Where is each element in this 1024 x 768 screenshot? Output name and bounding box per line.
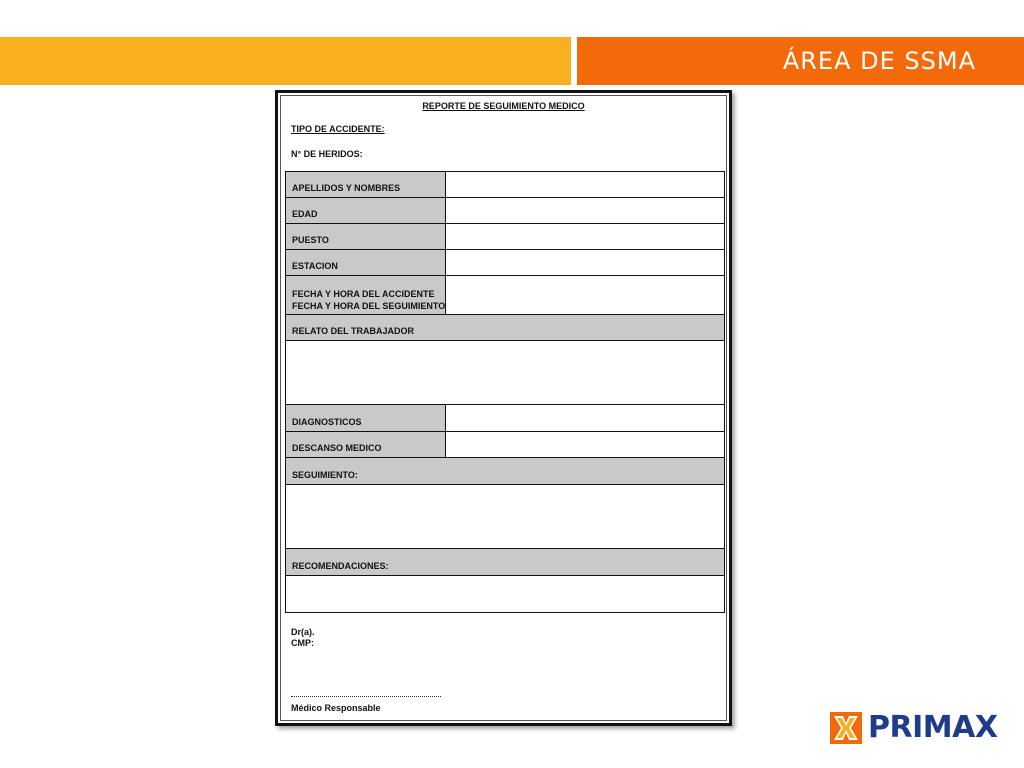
- form-frame: [280, 95, 727, 721]
- cmp-label: CMP:: [291, 638, 314, 648]
- injured-count-label: N° DE HERIDOS:: [291, 149, 363, 159]
- primax-x-icon: [830, 712, 862, 744]
- accident-type-label: TIPO DE ACCIDENTE:: [291, 124, 385, 134]
- seguimiento-label: SEGUIMIENTO:: [292, 470, 358, 480]
- medical-report-form: [275, 90, 732, 726]
- slide-title: ÁREA DE SSMA: [782, 47, 976, 75]
- form-title: REPORTE DE SEGUIMIENTO MEDICO: [422, 101, 585, 111]
- fechas-field[interactable]: [445, 275, 725, 315]
- estacion-label: ESTACION: [292, 261, 338, 271]
- responsible-doctor-label: Médico Responsable: [291, 703, 381, 713]
- relato-field[interactable]: [285, 340, 725, 405]
- puesto-label: PUESTO: [292, 235, 329, 245]
- row-puesto: [285, 223, 446, 250]
- row-diagnosticos: [285, 404, 446, 432]
- recomendaciones-label: RECOMENDACIONES:: [292, 561, 389, 571]
- edad-label: EDAD: [292, 209, 318, 219]
- row-edad: [285, 197, 446, 224]
- row-apellidos: [285, 171, 446, 198]
- row-relato: [285, 314, 725, 341]
- row-descanso: [285, 431, 446, 458]
- row-recomendaciones: [285, 548, 725, 576]
- fecha-seguimiento-label: FECHA Y HORA DEL SEGUIMIENTO: [292, 301, 446, 311]
- logo-text: PRIMAX: [868, 710, 998, 745]
- form-table: [285, 171, 725, 613]
- primax-logo: [830, 712, 1005, 746]
- edad-field[interactable]: [445, 197, 725, 224]
- diagnosticos-label: DIAGNOSTICOS: [292, 417, 362, 427]
- row-fechas: [285, 275, 446, 315]
- header-bar-left: [0, 37, 571, 85]
- relato-label: RELATO DEL TRABAJADOR: [292, 326, 415, 336]
- descanso-label: DESCANSO MEDICO: [292, 443, 382, 453]
- estacion-field[interactable]: [445, 249, 725, 276]
- apellidos-field[interactable]: [445, 171, 725, 198]
- row-seguimiento: [285, 457, 725, 485]
- row-estacion: [285, 249, 446, 276]
- descanso-field[interactable]: [445, 431, 725, 458]
- signature-line: [291, 696, 441, 697]
- fecha-accidente-label: FECHA Y HORA DEL ACCIDENTE: [292, 289, 435, 299]
- diagnosticos-field[interactable]: [445, 404, 725, 432]
- apellidos-label: APELLIDOS Y NOMBRES: [292, 183, 401, 193]
- doctor-label: Dr(a).: [291, 627, 315, 637]
- puesto-field[interactable]: [445, 223, 725, 250]
- recomendaciones-field[interactable]: [285, 575, 725, 613]
- seguimiento-field[interactable]: [285, 484, 725, 549]
